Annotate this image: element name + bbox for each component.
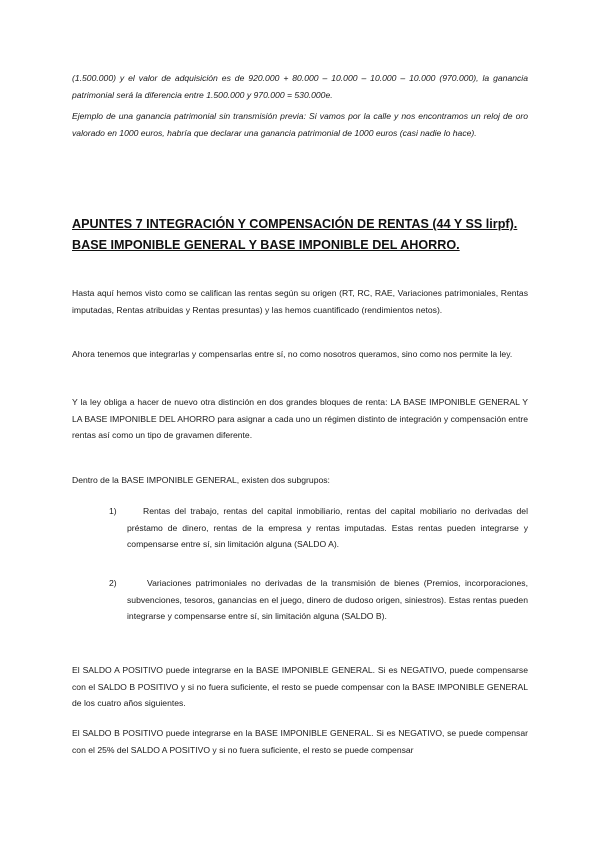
body-paragraph-6: El SALDO B POSITIVO puede integrarse en la BASE IMPONIBLE GENERAL. Si es NEGATIVO, se puede compensar con el 25% del SALDO A POSITIVO y si no fuera suficiente, el resto se puede compensar [72, 728, 528, 755]
list-item-number: 1) [109, 506, 117, 516]
list-item [109, 503, 528, 553]
list-item-text: Variaciones patrimoniales no derivadas de la transmisión de bienes (Premios, incorporaciones, subvenciones, tesoros, ganancias en el juego, dinero de dudoso origen, siniestros). Estas rentas pueden integrarse y compensarse entre sí, sin limitación alguna (SALDO B). [127, 578, 528, 621]
body-paragraph-2: Ahora tenemos que integrarlas y compensarlas entre sí, no como nosotros queramos, sino como nos permite la ley. [72, 349, 513, 359]
list-item [109, 575, 528, 625]
intro-paragraph-1: (1.500.000) y el valor de adquisición es de 920.000 + 80.000 – 10.000 – 10.000 – 10.000 (970.000), la ganancia patrimonial será la diferencia entre 1.500.000 y 970.000 = 530.000e. [72, 73, 528, 100]
body-paragraph-4: Dentro de la BASE IMPONIBLE GENERAL, existen dos subgrupos: [72, 475, 330, 485]
body-paragraph-1: Hasta aquí hemos visto como se califican las rentas según su origen (RT, RC, RAE, Variaciones patrimoniales, Rentas imputadas, Rentas atribuidas y Rentas presuntas) y las hemos cuantificado (rendimientos netos). [72, 288, 528, 315]
body-paragraph-5: El SALDO A POSITIVO puede integrarse en la BASE IMPONIBLE GENERAL. Si es NEGATIVO, puede compensarse con el SALDO B POSITIVO y si no fuera suficiente, el resto se puede compensar con la BASE IMPONIBLE GENERAL de los cuatro años siguientes. [72, 665, 528, 708]
body-paragraph-3: Y la ley obliga a hacer de nuevo otra distinción en dos grandes bloques de renta: LA BASE IMPONIBLE GENERAL Y LA BASE IMPONIBLE DEL AHORRO para asignar a cada uno un régimen distinto de integración y compensación entre rentas así como un tipo de gravamen diferente. [72, 397, 528, 440]
intro-paragraph-2: Ejemplo de una ganancia patrimonial sin transmisión previa: Si vamos por la calle y nos encontramos un reloj de oro valorado en 1000 euros, habría que declarar una ganancia patrimonial de 1000 euros (casi nadie lo hace). [72, 111, 528, 138]
section-heading: APUNTES 7 INTEGRACIÓN Y COMPENSACIÓN DE RENTAS (44 Y SS lirpf). BASE IMPONIBLE GENERAL Y BASE IMPONIBLE DEL AHORRO. [72, 217, 518, 252]
list-item-number: 2) [109, 578, 117, 588]
list-item-text: Rentas del trabajo, rentas del capital inmobiliario, rentas del capital mobiliario no derivadas del préstamo de dinero, rentas de la empresa y rentas imputadas. Estas rentas pueden integrarse y compensarse entre sí, sin limitación alguna (SALDO A). [127, 506, 528, 549]
